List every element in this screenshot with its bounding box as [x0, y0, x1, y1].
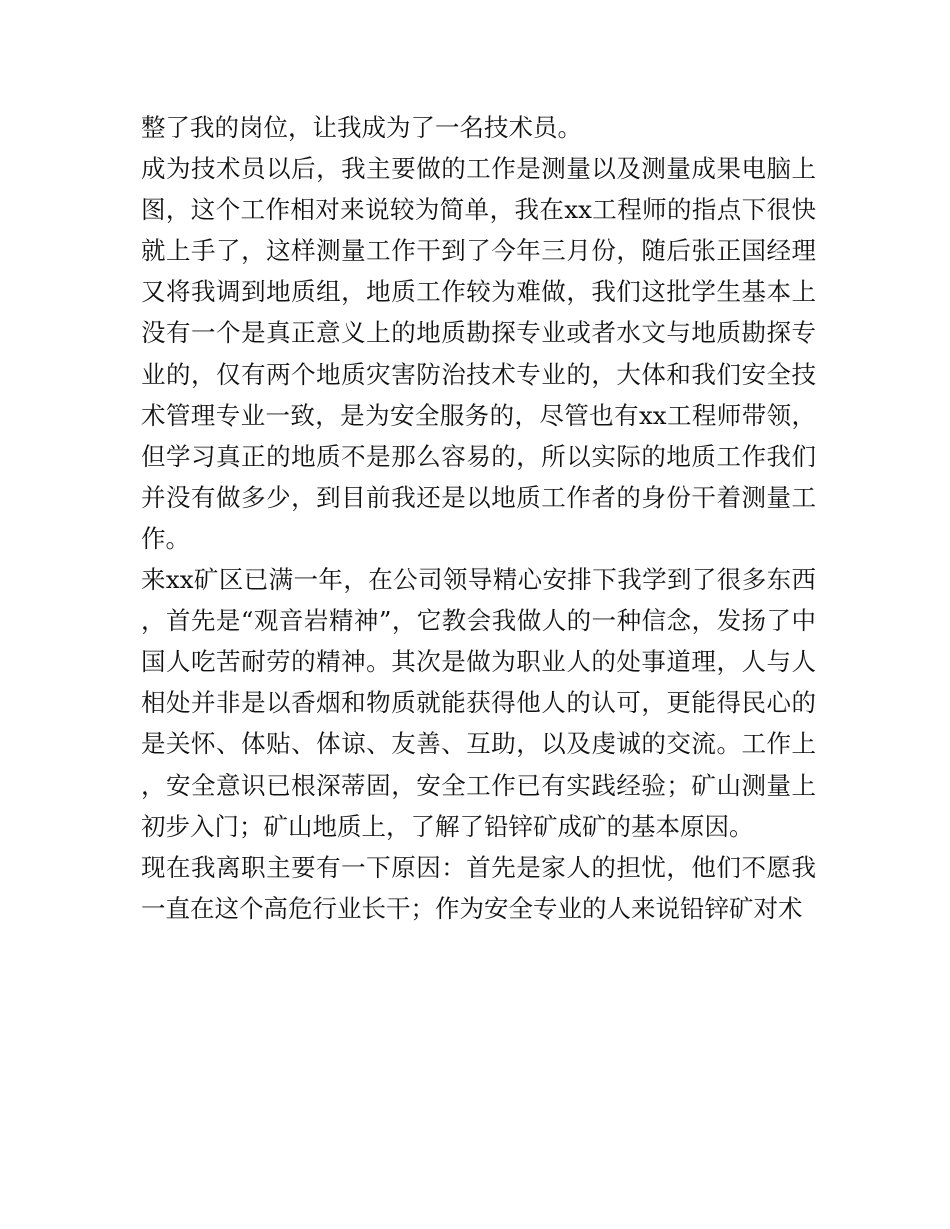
document-body: [141, 107, 816, 929]
paragraph-1: 整了我的岗位，让我成为了一名技术员。: [141, 113, 582, 142]
paragraph-2: 成为技术员以后，我主要做的工作是测量以及测量成果电脑上图，这个工作相对来说较为简单，我在xx工程师的指点下很快就上手了，这样测量工作干到了今年三月份，随后张正国经理又将我调到地质组，地质工作较为难做，我们这批学生基本上没有一个是真正意义上的地质勘探专业或者水文与地质勘探专业的，仅有两个地质灾害防治技术专业的，大体和我们安全技术管理专业一致，是为安全服务的，尽管也有xx工程师带领，但学习真正的地质不是那么容易的，所以实际的地质工作我们并没有做多少，到目前我还是以地质工作者的身份干着测量工作。: [141, 154, 816, 553]
paragraph-3: 来xx矿区已满一年，在公司领导精心安排下我学到了很多东西，首先是“观音岩精神”，它教会我做人的一种信念，发扬了中国人吃苦耐劳的精神。其次是做为职业人的处事道理，人与人相处并非是以香烟和物质就能获得他人的认可，更能得民心的是关怀、体贴、体谅、友善、互助，以及虔诚的交流。工作上，安全意识已根深蒂固，安全工作已有实践经验；矿山测量上初步入门；矿山地质上，了解了铅锌矿成矿的基本原因。: [141, 565, 816, 841]
paragraph-4: 现在我离职主要有一下原因：首先是家人的担忧，他们不愿我一直在这个高危行业长干；作为安全专业的人来说铅锌矿对术: [141, 852, 816, 923]
